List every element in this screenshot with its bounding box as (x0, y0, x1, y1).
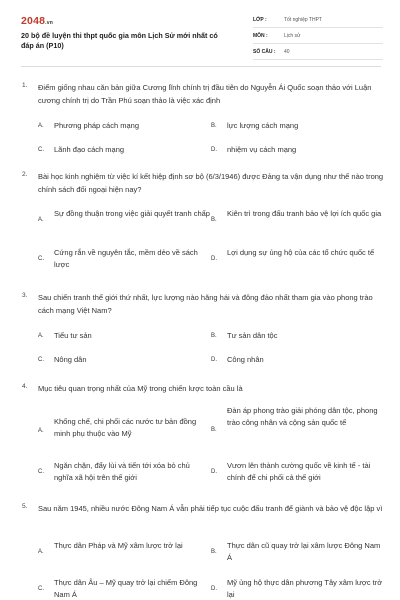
option-text: Khống chế, chi phối các nước tư bản đồng minh phụ thuộc vào Mỹ (54, 417, 197, 438)
brand-suffix: .vn (45, 20, 53, 26)
question-number: 4. (22, 383, 28, 390)
meta-label: SỐ CÂU : (253, 49, 276, 55)
brand-name: 2048 (21, 15, 46, 27)
option-text: Lợi dụng sự ủng hộ của các tổ chức quốc tế (227, 248, 375, 257)
option-text: Tư sản dân tộc (227, 331, 278, 340)
option-letter: A. (38, 123, 44, 129)
option-letter: B. (211, 217, 217, 223)
meta-label: MÔN : (253, 33, 268, 39)
option-text: Sự đồng thuận trong việc giải quyết tranh chấp (54, 209, 210, 218)
meta-row-question-count (253, 44, 383, 60)
option-letter: D. (211, 586, 217, 592)
meta-value: Lịch sử (284, 33, 301, 39)
question-text: Mục tiêu quan trọng nhất của Mỹ trong chiến lược toàn cầu là (38, 384, 243, 393)
question-text: Bài học kinh nghiệm từ việc kí kết hiệp định sơ bộ (6/3/1946) được Đảng ta vận dụng như thế nào trong chính sách đối ngoại hiện nay? (38, 172, 384, 194)
option-letter: C. (38, 586, 44, 592)
option-text: Vươn lên thành cường quốc về kinh tế - tài chính để chi phối cả thế giới (227, 461, 371, 482)
option-text: Phương pháp cách mạng (54, 121, 139, 130)
option-text: Nông dân (54, 355, 87, 364)
option-text: Đàn áp phong trào giải phóng dân tộc, phong trào công nhân và cộng sản quốc tế (227, 406, 378, 427)
page-header (0, 0, 400, 62)
option-text: Ngăn chặn, đẩy lùi và tiến tới xóa bỏ chủ nghĩa xã hội trên thế giới (54, 461, 190, 482)
option-letter: B. (211, 123, 217, 129)
option-letter: B. (211, 427, 217, 433)
option-text: nhiệm vụ cách mạng (227, 145, 297, 154)
option-letter: A. (38, 428, 44, 434)
document-title: 20 bộ đề luyện thi thpt quốc gia môn Lịch Sử mới nhất có đáp án (P10) (21, 31, 218, 50)
option-text: Thực dân Pháp và Mỹ xâm lược trở lại (54, 541, 183, 550)
meta-row-subject (253, 28, 383, 44)
question-text: Sau chiến tranh thế giới thứ nhất, lực lượng nào hăng hái và đông đảo nhất tham gia vào phong trào cách mạng Việt Nam? (38, 293, 373, 315)
option-text: Công nhân (227, 355, 264, 364)
brand-logo[interactable] (21, 15, 53, 27)
question-number: 5. (22, 503, 28, 510)
meta-row-grade (253, 12, 383, 28)
option-letter: C. (38, 256, 44, 262)
option-letter: B. (211, 549, 217, 555)
option-letter: B. (211, 333, 217, 339)
option-letter: C. (38, 147, 44, 153)
option-text: Kiên trì trong đấu tranh bảo vệ lợi ích quốc gia (227, 209, 382, 218)
question-number: 2. (22, 171, 28, 178)
option-text: Cứng rắn về nguyên tắc, mềm dẻo về sách lược (54, 248, 198, 269)
meta-label: LỚP : (253, 17, 267, 23)
header-divider (21, 66, 381, 67)
meta-value: Tốt nghiệp THPT (284, 17, 322, 23)
option-text: lực lượng cách mạng (227, 121, 299, 130)
option-text: Thực dân Âu – Mỹ quay trở lại chiếm Đông Nam Á (54, 578, 198, 599)
question-number: 3. (22, 292, 28, 299)
option-text: Mỹ ủng hộ thực dân phương Tây xâm lược trở lại (227, 578, 383, 599)
meta-value: 40 (284, 49, 290, 55)
option-letter: C. (38, 469, 44, 475)
question-text: Sau năm 1945, nhiều nước Đông Nam Á vẫn phải tiếp tục cuộc đấu tranh để giành và bảo vệ độc lập vì (38, 504, 383, 513)
option-letter: C. (38, 357, 44, 363)
option-letter: D. (211, 357, 217, 363)
option-letter: D. (211, 256, 217, 262)
option-text: Thực dân cũ quay trở lại xâm lược Đông Nam Á (227, 541, 381, 562)
option-text: Lãnh đạo cách mạng (54, 145, 125, 154)
option-letter: D. (211, 147, 217, 153)
option-letter: A. (38, 549, 44, 555)
option-letter: D. (211, 469, 217, 475)
option-letter: A. (38, 217, 44, 223)
exam-meta (253, 12, 383, 60)
question-text: Điểm giống nhau căn bản giữa Cương lĩnh chính trị đầu tiên do Nguyễn Ái Quốc soạn thảo với Luận cương chính trị do Trần Phú soạn thảo là việc xác định (38, 83, 372, 105)
option-letter: A. (38, 333, 44, 339)
question-number: 1. (22, 82, 28, 89)
option-text: Tiểu tư sản (54, 331, 92, 340)
